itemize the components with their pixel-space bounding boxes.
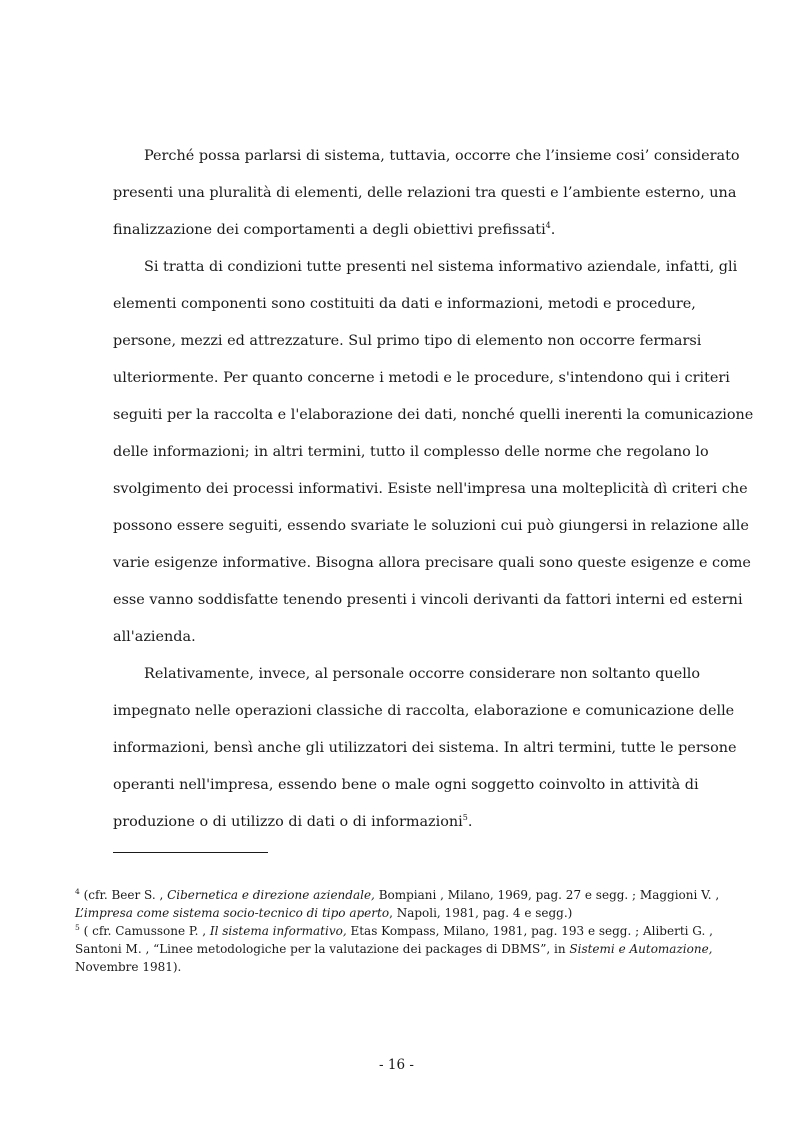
footnote-5-line-2: [75, 940, 713, 958]
paragraph-3-trailing: .: [467, 814, 473, 830]
footnote-4-number: 4: [75, 887, 80, 896]
paragraph-2-line-9: varie esigenze informative. Bisogna allora precisare quali sono queste esigenze e come: [113, 555, 751, 571]
footnote-4-title: Cibernetica e direzione aziendale,: [167, 888, 375, 902]
paragraph-3-line-2: impegnato nelle operazioni classiche di raccolta, elaborazione e comunicazione delle: [113, 703, 735, 719]
footnote-5-title-2: Sistemi e Automazione,: [569, 942, 713, 956]
paragraph-3-line-1: Relativamente, invece, al personale occorre considerare non soltanto quello: [144, 666, 701, 682]
paragraph-1-line-2: presenti una pluralità di elementi, delle relazioni tra questi e l’ambiente esterno, una: [113, 185, 737, 201]
body-text: [113, 138, 754, 841]
footnote-4-line-1: [75, 886, 720, 904]
paragraph-2-line-1: Si tratta di condizioni tutte presenti nel sistema informativo aziendale, infatti, gli: [144, 259, 738, 275]
page-number: - 16 -: [379, 1057, 414, 1073]
footnote-ref-5[interactable]: 5: [462, 813, 468, 823]
paragraph-3-line-5-text: produzione o di utilizzo di dati o di informazioni: [113, 814, 463, 830]
paragraph-1-line-3: [113, 212, 680, 249]
footnote-5-text-b: Etas Kompass, Milano, 1981, pag. 193 e segg. ; Aliberti G. ,: [346, 924, 713, 938]
footnote-5-line-3: Novembre 1981).: [75, 960, 182, 974]
footnote-separator: [113, 852, 268, 853]
footnote-ref-4[interactable]: 4: [545, 221, 551, 231]
footnote-5-text-c: Santoni M. , “Linee metodologiche per la valutazione dei packages di DBMS”, in: [75, 942, 570, 956]
footnote-4-text-b: Bompiani , Milano, 1969, pag. 27 e segg. ; Maggioni V. ,: [374, 888, 720, 902]
paragraph-1-line-3-text: finalizzazione dei comportamenti a degli obiettivi prefissati: [113, 222, 546, 238]
footnote-5-text-a: ( cfr. Camussone P. ,: [79, 924, 210, 938]
footnotes: [75, 886, 720, 976]
footnote-4-text-a: (cfr. Beer S. ,: [79, 888, 168, 902]
footnote-4-line-2: [75, 904, 687, 922]
paragraph-3-line-5: [113, 804, 680, 841]
footnote-5-line-1: [75, 922, 713, 940]
footnote-4-title-2: L’impresa come sistema socio-tecnico di tipo aperto: [75, 906, 390, 920]
paragraph-2-line-10: esse vanno soddisfatte tenendo presenti i vincoli derivanti da fattori interni ed esterni: [113, 592, 743, 608]
paragraph-2-line-7: svolgimento dei processi informativi. Esiste nell'impresa una molteplicità dì criteri che: [113, 481, 748, 497]
footnote-5-number: 5: [75, 923, 80, 932]
paragraph-2-line-3: persone, mezzi ed attrezzature. Sul primo tipo di elemento non occorre fermarsi: [113, 333, 702, 349]
paragraph-2-line-11: all'azienda.: [113, 629, 196, 645]
footnote-5-title: Il sistema informativo,: [209, 924, 347, 938]
paragraph-1-trailing: .: [550, 222, 556, 238]
paragraph-2-line-4: ulteriormente. Per quanto concerne i metodi e le procedure, s'intendono qui i criteri: [113, 370, 730, 386]
paragraph-2-line-5: seguiti per la raccolta e l'elaborazione dei dati, nonché quelli inerenti la comunicazione: [113, 407, 754, 423]
paragraph-1-line-1: Perché possa parlarsi di sistema, tuttavia, occorre che l’insieme cosi’ considerato: [144, 148, 740, 164]
paragraph-2-line-2: elementi componenti sono costituiti da dati e informazioni, metodi e procedure,: [113, 296, 696, 312]
paragraph-3-line-3: informazioni, bensì anche gli utilizzatori dei sistema. In altri termini, tutte le persone: [113, 740, 737, 756]
paragraph-2-line-8: possono essere seguiti, essendo svariate le soluzioni cui può giungersi in relazione alle: [113, 518, 749, 534]
footnote-4-text-c: , Napoli, 1981, pag. 4 e segg.): [389, 906, 573, 920]
paragraph-3-line-4: operanti nell'impresa, essendo bene o male ogni soggetto coinvolto in attività di: [113, 777, 699, 793]
paragraph-2-line-6: delle informazioni; in altri termini, tutto il complesso delle norme che regolano lo: [113, 444, 709, 460]
